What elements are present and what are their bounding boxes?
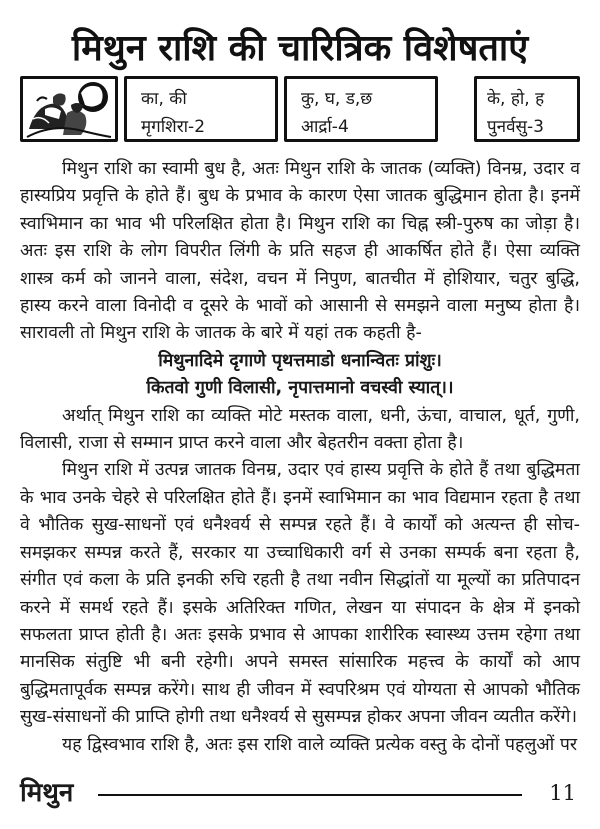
nakshatra-syllables: कु, घ, ड,छ	[301, 89, 373, 109]
body-text	[20, 156, 580, 759]
page-footer	[20, 776, 580, 812]
nakshatra-syllables: का, की	[141, 89, 187, 109]
nakshatra-row	[20, 76, 580, 144]
nakshatra-syllables: के, हो, ह	[487, 89, 545, 109]
nakshatra-box-mrigashira	[124, 76, 278, 142]
paragraph: यह द्विस्वभाव राशि है, अतः इस राशि वाले व्यक्ति प्रत्येक वस्तु के दोनों पहलुओं पर	[62, 734, 578, 755]
nakshatra-name: आर्द्रा-4	[301, 117, 349, 137]
nakshatra-box-ardra	[284, 76, 438, 142]
paragraph: मिथुन राशि का स्वामी बुध है, अतः मिथुन राशि के जातक (व्यक्ति) विनम्र, उदार व हास्यप्रिय प्रवृत्ति के होते हैं। बुध के प्रभाव के कारण ऐसा जातक बुद्धिमान होता है। इनमें स्वाभिमान का भाव भी परिलक्षित होता है। मिथुन राशि का चिह्न स्त्री-पुरुष का जोड़ा है। अतः इस राशि के लोग विपरीत लिंगी के प्रति सहज ही आकर्षित होते हैं। ऐसा व्यक्ति शास्त्र कर्म को जानने वाला, संदेश, वचन में निपुण, बातचीत में होशियार, चतुर बुद्धि, हास्य करने वाला विनोदी व दूसरे के भावों को आसानी से समझने वाला मनुष्य होता है। सारावली तो मिथुन राशि के जातक के बारे में यहां तक कहती है-	[20, 159, 580, 344]
footer-rule	[98, 794, 522, 796]
nakshatra-name: पुनर्वसु-3	[487, 117, 544, 137]
sanskrit-verse-line: कितवो गुणी विलासी, नृपात्तमानो वचस्वी स्यात्।।	[146, 378, 454, 399]
paragraph: मिथुन राशि में उत्पन्न जातक विनम्र, उदार एवं हास्य प्रवृत्ति के होते हैं तथा बुद्धिमता के भाव उनके चेहरे से परिलक्षित होते हैं। इनमें स्वाभिमान का भाव विद्यमान रहता है तथा वे भौतिक सुख-साधनों एवं धनैश्वर्य से सम्पन्न रहते हैं। वे कार्यों को अत्यन्त ही सोच-समझकर सम्पन्न करते हैं, सरकार या उच्चाधिकारी वर्ग से उनका सम्पर्क बना रहता है, संगीत एवं कला के प्रति इनकी रुचि रहती है तथा नवीन सिद्धांतों या मूल्यों का प्रतिपादन करने में समर्थ रहते हैं। इसके अतिरिक्त गणित, लेखन या संपादन के क्षेत्र में इनको सफलता प्राप्त होती है। अतः इसके प्रभाव से आपका शारीरिक स्वास्थ्य उत्तम रहेगा तथा मानसिक संतुष्टि भी बनी रहेगी। अपने समस्त सांसारिक महत्त्व के कार्यों को आप बुद्धिमतापूर्वक सम्पन्न करेंगे। साथ ही जीवन में स्वपरिश्रम एवं योग्यता से आपको भौतिक सुख-संसाधनों की प्राप्ति होगी तथा धनैश्वर्य से सुसम्पन्न होकर अपना जीवन व्यतीत करेंगे।	[20, 460, 580, 728]
nakshatra-box-punarvasu	[474, 76, 580, 142]
paragraph: अर्थात् मिथुन राशि का व्यक्ति मोटे मस्तक वाला, धनी, ऊंचा, वाचाल, धूर्त, गुणी, विलासी, राजा से सम्मान प्राप्त करने वाला और बेहतरीन वक्ता होता है।	[20, 405, 580, 454]
gemini-couple-icon	[20, 76, 118, 142]
footer-label: मिथुन	[20, 778, 74, 808]
page-number: 11	[549, 781, 576, 805]
sanskrit-verse-line: मिथुनादिमे दृगाणे पृथत्तमाडो धनान्वितः प्रांशुः।	[158, 350, 442, 371]
page-title: मिथुन राशि की चारित्रिक विशेषताएं	[71, 28, 529, 69]
nakshatra-name: मृगशिरा-2	[141, 117, 206, 137]
